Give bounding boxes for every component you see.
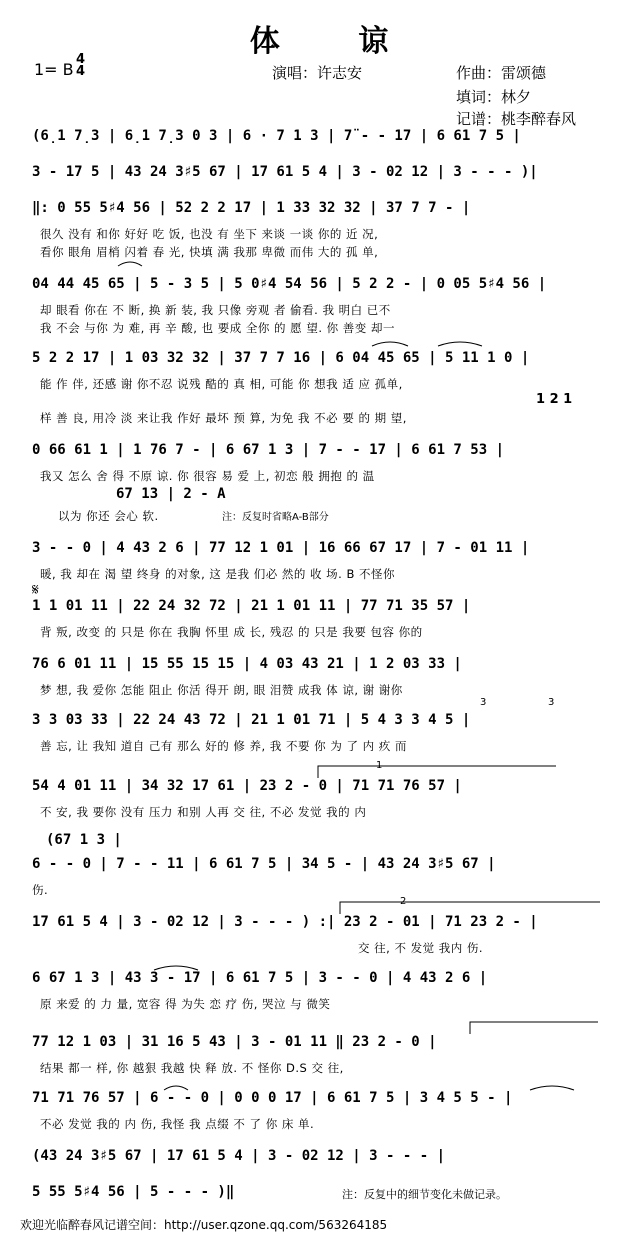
notation-row: (43 24 3♯5 67 | 17 61 5 4 | 3 - 02 12 | 3 - - - | <box>32 1148 446 1164</box>
notation-row: 17 61 5 4 | 3 - 02 12 | 3 - - - ) :| 23 2 - 01 | 71 23 2 - | <box>32 914 538 930</box>
lyricist-credit: 填词：林夕 <box>456 88 532 106</box>
lyric-row: 伤. <box>32 883 49 897</box>
lyric-row: 交 往, 不 发觉 我内 伤. <box>358 941 484 955</box>
triplet-mark: 3 <box>548 697 555 708</box>
slur <box>154 966 198 970</box>
slur <box>164 1086 188 1090</box>
key-signature: 1= B <box>34 60 74 79</box>
notation-row: 6 - - 0 | 7 - - 11 | 6 61 7 5 | 34 5 - | 43 24 3♯5 67 | <box>32 856 496 872</box>
transcriber-credit: 记谱：桃李醉春风 <box>456 110 577 128</box>
volta-1-bracket <box>318 766 556 778</box>
slur <box>438 342 482 346</box>
lyric-row: 不必 发觉 我的 内 伤, 我怪 我 点缀 不 了 你 床 单. <box>40 1117 315 1131</box>
volta-2-label: 2 <box>400 896 407 907</box>
notation-row: (67 1 3 | <box>46 832 122 848</box>
end-note: 注：反复中的细节变化未做记录。 <box>342 1188 507 1201</box>
composer-credit: 作曲：雷颂德 <box>456 64 547 82</box>
lyric-row: 我又 怎么 舍 得 不原 谅. 你 很容 易 爱 上, 初恋 般 拥抱 的 温 <box>40 469 375 483</box>
lyric-row: 善 忘, 让 我知 道自 己有 那么 好的 修 养, 我 不要 你 为 了 内 疚 而 <box>40 739 407 753</box>
notation-row: (6̣1 7̣3 | 6̣1 7̣3 0 3 | 6 · 7 1 3 | 7̈ - - 17 | 6 61 7 5 | <box>32 128 521 144</box>
lyric-row: 我 不会 与你 为 难, 再 辛 酸, 也 要成 全你 的 愿 望. 你 善变 却一 <box>40 321 395 335</box>
notation-row: 77 12 1 03 | 31 16 5 43 | 3 - 01 11 ‖ 23 2 - 0 | <box>32 1034 437 1050</box>
notation-row: 6 67 1 3 | 43 3 - 17 | 6 61 7 5 | 3 - - 0 | 4 43 2 6 | <box>32 970 488 986</box>
lyric-row: 看你 眼角 眉梢 闪着 春 光, 快填 满 我那 卑微 而伟 大的 孤 单, <box>40 245 379 259</box>
volta-2-bracket <box>340 902 600 914</box>
lyric-row: 暖, 我 却在 渴 望 终身 的对象, 这 是我 们必 然的 收 场. B 不怪你 <box>40 567 396 581</box>
segno-sign: 𝄋 <box>32 580 39 599</box>
lyric-row: 以为 你还 会心 软. <box>58 509 159 523</box>
lyric-row: 梦 想, 我 爱你 怎能 阻止 你活 得开 朗, 眼 泪赞 成我 体 谅, 谢 谢你 <box>40 683 403 697</box>
lyric-row: 原 来爱 的 力 量, 宽容 得 为失 恋 疗 伤, 哭泣 与 微笑 <box>40 997 331 1011</box>
lyric-row: 很久 没有 和你 好好 吃 饭, 也没 有 坐下 来谈 一谈 你的 近 况, <box>40 227 379 241</box>
notation-row: 3 - 17 5 | 43 24 3♯5 67 | 17 61 5 4 | 3 - 02 12 | 3 - - - )| <box>32 164 538 180</box>
repeat-note: 注：反复时省略A-B部分 <box>222 512 329 523</box>
lyric-row: 能 作 伴, 还感 谢 你不忍 说残 酷的 真 相, 可能 你 想我 适 应 孤单, <box>40 377 403 391</box>
notation-row: 3 3 03 33 | 22 24 43 72 | 21 1 01 71 | 5 4 3 3 4 5 | <box>32 712 471 728</box>
notation-row: 71 71 76 57 | 6 - - 0 | 0 0 0 17 | 6 61 7 5 | 3 4 5 5 - | <box>32 1090 513 1106</box>
time-signature-top: 4 <box>76 52 86 67</box>
notation-row: 67 13 | 2 - A <box>116 486 226 502</box>
slur <box>372 342 408 346</box>
lyric-row: 却 眼看 你在 不 断, 换 新 装, 我 只像 旁观 者 偷看. 我 明白 已不 <box>40 303 391 317</box>
slur <box>530 1086 574 1090</box>
footer-text: 欢迎光临醉春风记谱空间：http://user.qzone.qq.com/563264185 <box>20 1218 388 1232</box>
lyric-row: 样 善 良, 用冷 淡 来让我 作好 最坏 预 算, 为免 我 不必 要 的 期 望, <box>40 411 407 425</box>
lyric-row: 背 叛, 改变 的 只是 你在 我胸 怀里 成 长, 残忍 的 只是 我要 包容 你的 <box>40 625 423 639</box>
singer-credit: 演唱：许志安 <box>272 64 363 82</box>
song-title: 体 谅 <box>249 24 423 59</box>
notation-row: 5 55 5♯4 56 | 5 - - - )‖ <box>32 1184 235 1200</box>
notation-row: 04 44 45 65 | 5 - 3 5 | 5 0♯4 54 56 | 5 2 2 - | 0 05 5♯4 56 | <box>32 276 547 292</box>
volta-3-bracket <box>470 1022 598 1034</box>
notation-row: ‖: 0 55 5♯4 56 | 52 2 2 17 | 1 33 32 32 | 37 7 7 - | <box>32 200 471 216</box>
lyric-row: 结果 都一 样, 你 越狠 我越 快 释 放. 不 怪你 D.S 交 往, <box>40 1061 344 1075</box>
notation-row: 3 - - 0 | 4 43 2 6 | 77 12 1 01 | 16 66 67 17 | 7 - 01 11 | <box>32 540 530 556</box>
notation-row: 54 4 01 11 | 34 32 17 61 | 23 2 - 0 | 71 71 76 57 | <box>32 778 462 794</box>
notation-row: 0 66 61 1 | 1 76 7 - | 6 67 1 3 | 7 - - 17 | 6 61 7 53 | <box>32 442 505 458</box>
notation-row: 5 2 2 17 | 1 03 32 32 | 37 7 7 16 | 6 04 45 65 | 5 11 1 0 | <box>32 350 530 366</box>
ending-numbers: 1 2 1 <box>536 392 573 407</box>
notation-row: 76 6 01 11 | 15 55 15 15 | 4 03 43 21 | 1 2 03 33 | <box>32 656 462 672</box>
lyric-row: 不 安, 我 要你 没有 压力 和别 人再 交 往, 不必 发觉 我的 内 <box>40 805 367 819</box>
slur <box>118 262 142 266</box>
volta-1-label: 1 <box>376 760 383 771</box>
notation-row: 1 1 01 11 | 22 24 32 72 | 21 1 01 11 | 77 71 35 57 | <box>32 598 471 614</box>
triplet-mark: 3 <box>480 697 487 708</box>
time-signature-bottom: 4 <box>76 64 86 79</box>
